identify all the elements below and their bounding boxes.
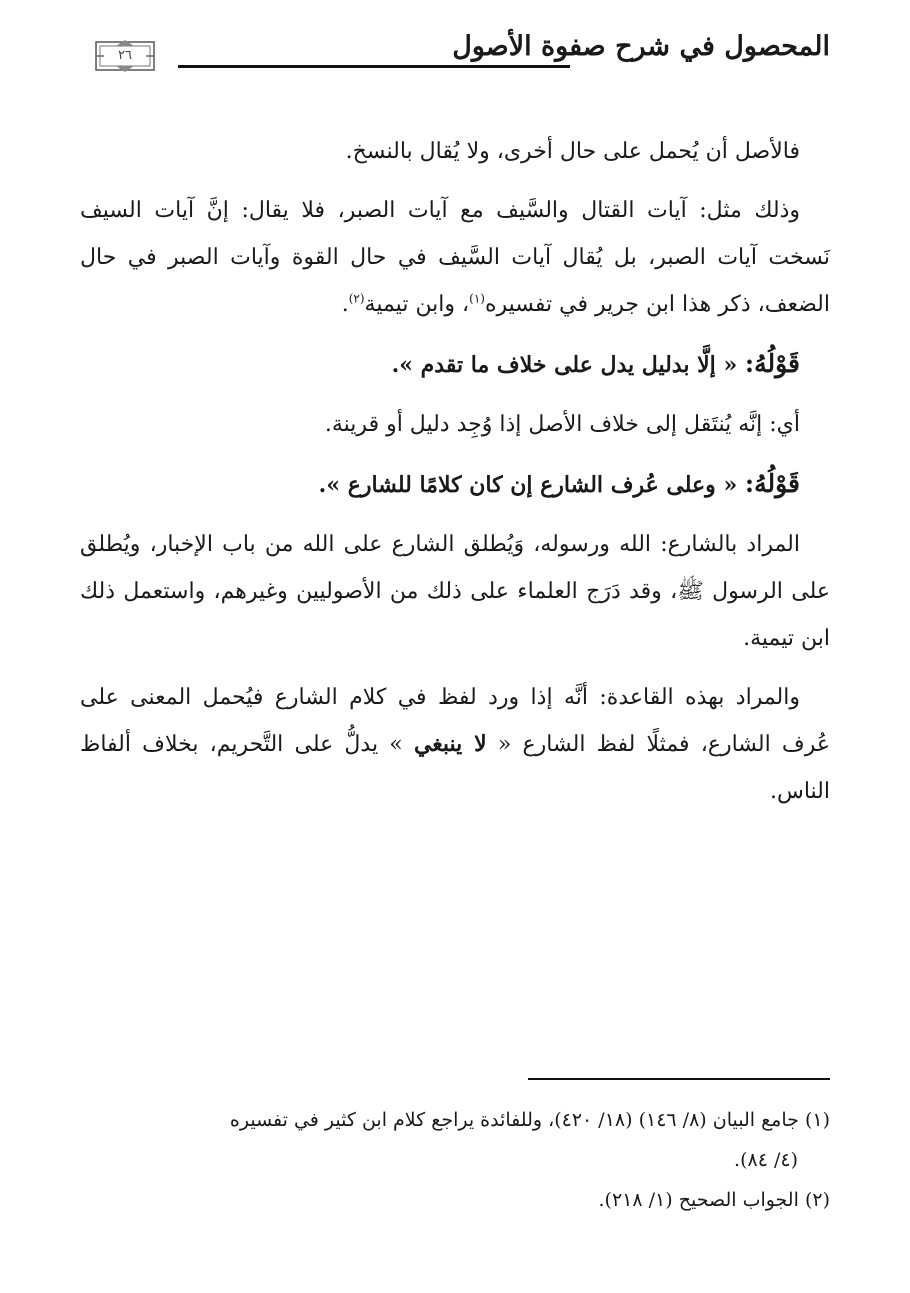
header-rule [178,65,570,68]
paragraph-5-start: والمراد بهذه القاعدة: أنَّه إذا ورد لفظ في كلام الشارع فيُحمل المعنى على عُرف الشارع، فمثلًا لفظ الشارع « [80,685,831,757]
quote-heading-1 [80,340,830,389]
page-header [80,22,830,72]
quote-text-1: « إلَّا بدليل يدل على خلاف ما تقدم ». [391,352,738,378]
paragraph-5-bold: لا ينبغي [413,731,487,757]
footnote-ref-1[interactable]: (١) [469,291,485,306]
quote-label-1: قَوْلُهُ: [744,349,800,378]
quote-label-2: قَوْلُهُ: [744,469,800,498]
footnote-1-number: (١) [804,1109,830,1131]
book-title: المحصول في شرح صفوة الأصول [452,31,830,62]
footnote-1-continuation: (٤/ ٨٤). [734,1149,798,1171]
paragraph-2-end: . [341,292,349,317]
paragraph-2-text: وذلك مثل: آيات القتال والسَّيف مع آيات الصبر، فلا يقال: إنَّ آيات السيف نَسخت آيات الصبر، بل يُقال آيات السَّيف في حال القوة وآيات الصبر في حال الضعف، ذكر هذا ابن جرير في تفسيره [80,198,830,317]
quote-heading-2 [80,460,830,509]
paragraph-3: أي: إنَّه يُنتَقل إلى خلاف الأصل إذا وُجِد دليل أو قرينة. [324,412,800,437]
footnote-2-text: الجواب الصحيح (١/ ٢١٨). [598,1189,799,1211]
main-text [80,128,830,827]
paragraph-2 [80,187,830,328]
footnotes [80,1100,830,1220]
paragraph-5 [80,674,830,815]
footnote-2 [80,1180,830,1220]
quote-text-2: « وعلى عُرف الشارع إن كان كلامًا للشارع ». [318,472,738,498]
page-number-badge [94,40,156,72]
paragraph-5-end: » يدلُّ على التَّحريم، بخلاف ألفاظ الناس. [80,732,830,804]
footnote-ref-2[interactable]: (٢) [348,291,365,306]
paragraph-2-mid: ، وابن تيمية [364,292,470,317]
page-number: ٢٦ [118,48,132,63]
footnote-separator [528,1078,830,1080]
paragraph-4: المراد بالشارع: الله ورسوله، وَيُطلق الشارع على الله من باب الإخبار، ويُطلق على الرسول ﷺ، وقد دَرَج العلماء على ذلك من الأصوليين وغيرهم، واستعمل ذلك ابن تيمية. [80,532,830,651]
paragraph-1: فالأصل أن يُحمل على حال أخرى، ولا يُقال بالنسخ. [345,139,800,164]
footnote-2-number: (٢) [804,1189,830,1211]
footnote-1 [80,1100,830,1180]
footnote-1-text: جامع البيان (٨/ ١٤٦) (١٨/ ٤٢٠)، وللفائدة يراجع كلام ابن كثير في تفسيره [229,1109,799,1131]
